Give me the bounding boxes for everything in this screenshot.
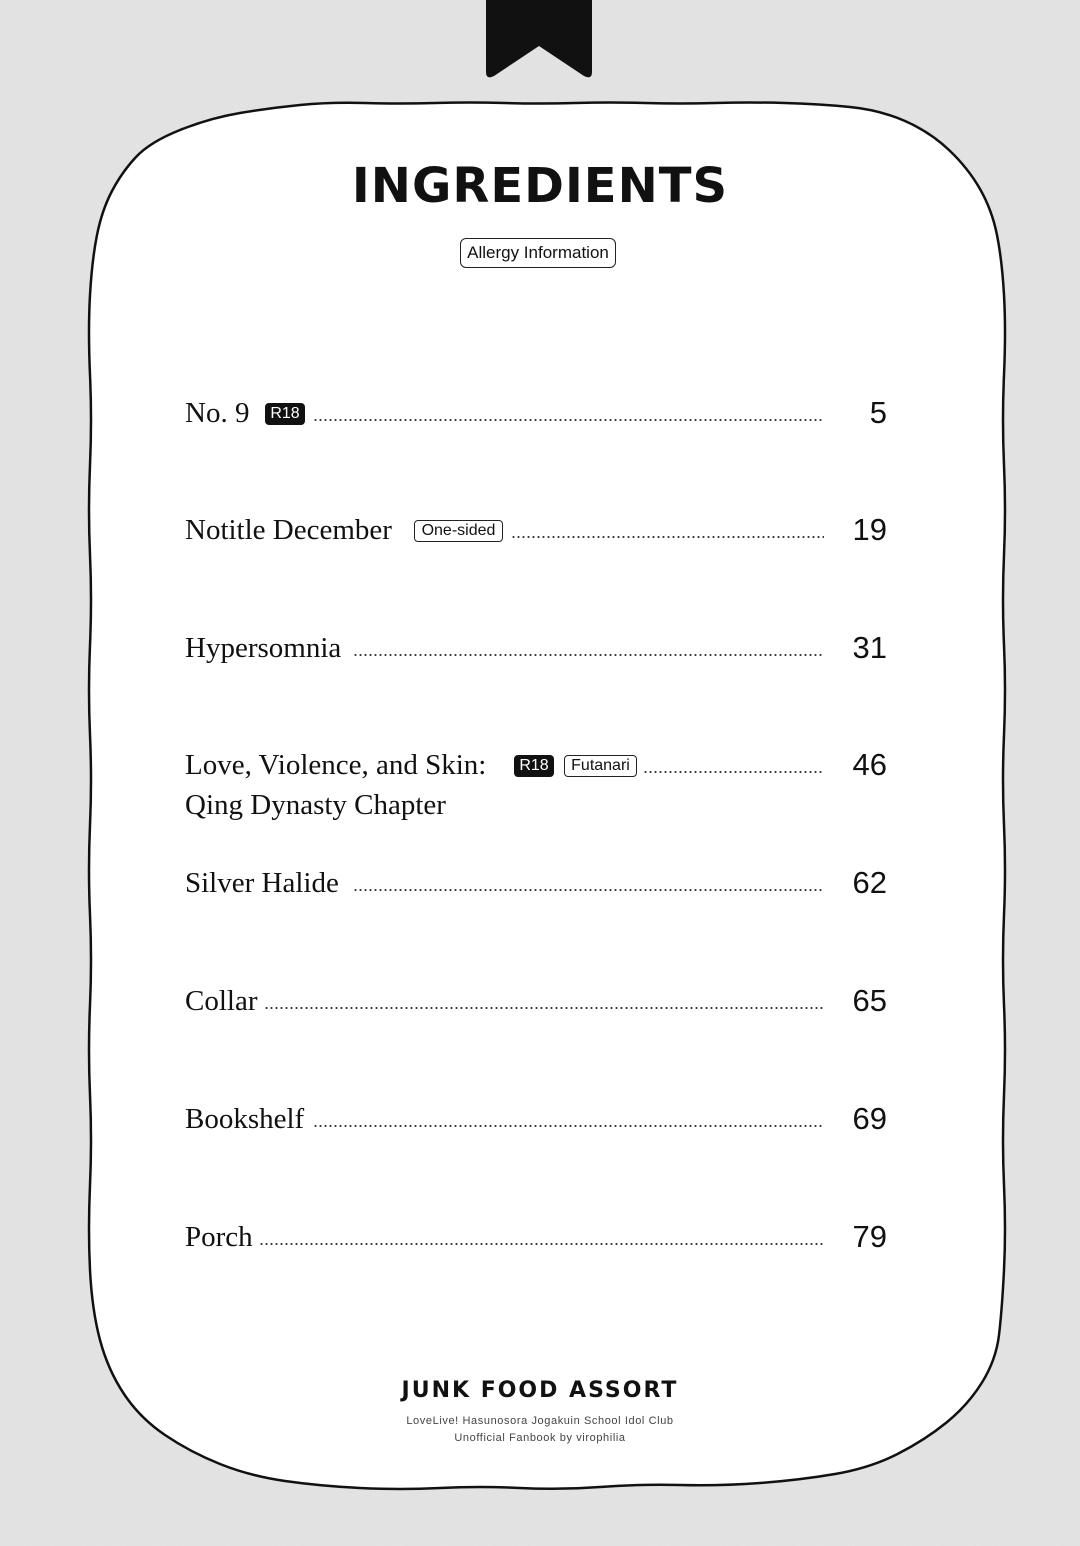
- toc-entry-page: 69: [852, 1101, 887, 1136]
- toc-entry[interactable]: [185, 1099, 887, 1139]
- toc-entry[interactable]: [185, 393, 887, 433]
- toc-entry-title: Hypersomnia: [185, 632, 342, 664]
- toc-entry-title: Notitle December: [185, 514, 392, 546]
- rating-tag: R18: [514, 755, 554, 777]
- content-tag: One-sided: [414, 520, 503, 542]
- toc-leader-dots: [511, 536, 824, 538]
- toc-entry-page: 65: [852, 983, 887, 1018]
- toc-entry[interactable]: [185, 745, 887, 821]
- toc-leader-dots: [259, 1243, 824, 1245]
- brand-logo-text: JUNK FOOD ASSORT: [401, 1378, 679, 1403]
- toc-entry-title: No. 9: [185, 397, 250, 429]
- toc-entry-title: Silver Halide: [185, 867, 339, 899]
- toc-entry-page: 79: [852, 1219, 887, 1254]
- toc-leader-dots: [313, 1125, 824, 1127]
- content-tag: Futanari: [564, 755, 637, 777]
- toc-entry-page: 5: [869, 395, 887, 430]
- toc-entry-title-line2: Qing Dynasty Chapter: [185, 789, 446, 821]
- footer-subtitle: LoveLive! Hasunosora Jogakuin School Idol Club: [406, 1415, 674, 1427]
- toc-entry-title: Bookshelf: [185, 1103, 305, 1135]
- toc-entry-page: 31: [852, 630, 887, 665]
- toc-entry[interactable]: [185, 863, 887, 903]
- toc-entry-title: Love, Violence, and Skin:: [185, 749, 487, 781]
- toc-entry-title: Collar: [185, 985, 258, 1017]
- toc-leader-dots: [353, 889, 824, 891]
- toc-entry-page: 62: [852, 865, 887, 900]
- toc-leader-dots: [264, 1007, 824, 1009]
- toc-entry-title: Porch: [185, 1221, 253, 1253]
- toc-entry[interactable]: [185, 628, 887, 668]
- toc-entry-page: 19: [852, 512, 887, 547]
- rating-tag: R18: [265, 403, 305, 425]
- toc-entry[interactable]: [185, 1217, 887, 1257]
- toc-leader-dots: [313, 419, 824, 421]
- page-title: INGREDIENTS: [351, 158, 729, 214]
- toc-entry[interactable]: [185, 510, 887, 550]
- toc-entry[interactable]: [185, 981, 887, 1021]
- toc-leader-dots: [643, 771, 824, 773]
- footer-credit: Unofficial Fanbook by virophilia: [454, 1432, 626, 1444]
- toc-leader-dots: [353, 654, 824, 656]
- toc-entry-page: 46: [852, 747, 887, 782]
- allergy-info-badge: Allergy Information: [460, 238, 616, 268]
